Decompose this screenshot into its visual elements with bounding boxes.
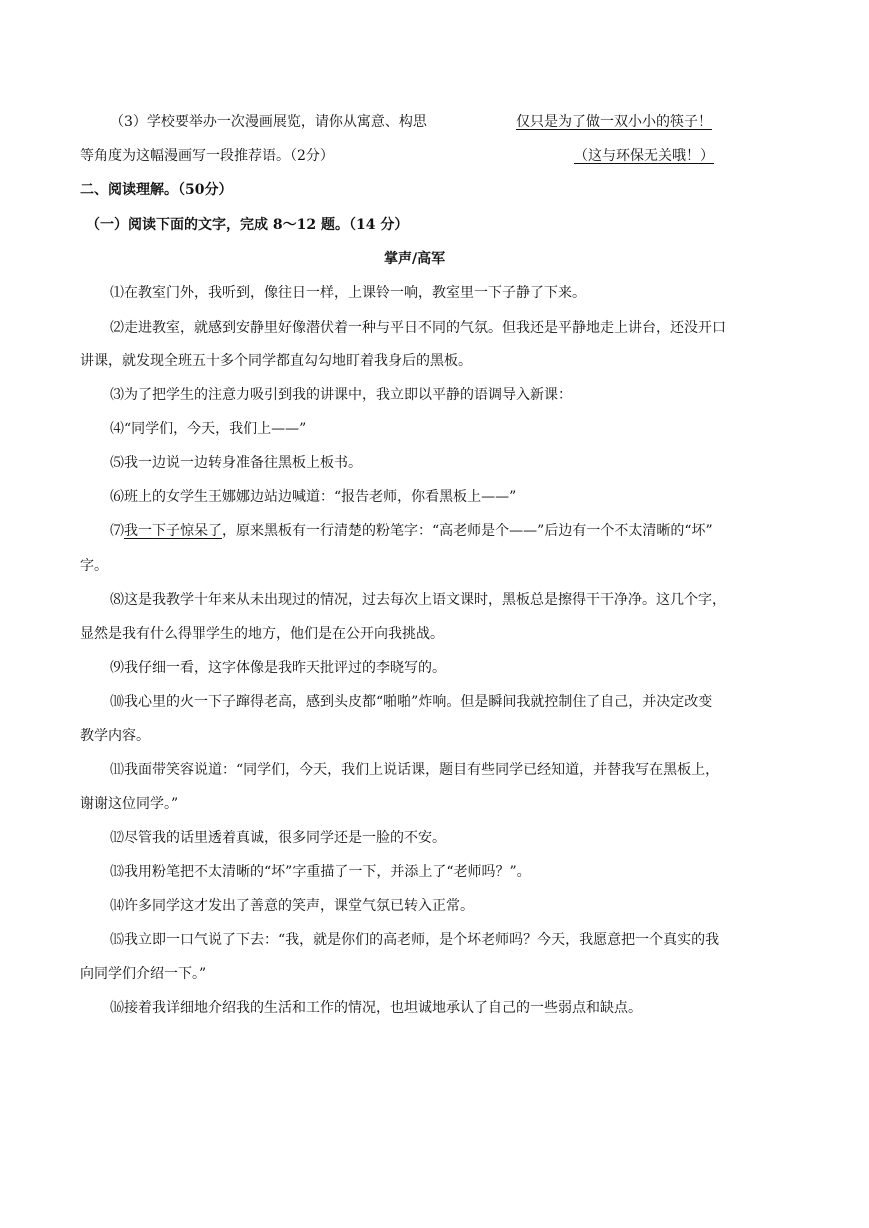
paragraph-2-line1: ⑵走进教室，就感到安静里好像潜伏着一种与平日不同的气氛。但我还是平静地走上讲台，还没开口	[110, 320, 726, 336]
paragraph-11-line1: ⑾我面带笑容说道：“同学们，今天，我们上说话课，题目有些同学已经知道，并替我写在黑板上，	[110, 762, 720, 778]
paragraph-2-line2: 讲课，就发现全班五十多个同学都直勾勾地盯着我身后的黑板。	[80, 353, 472, 369]
paragraph-10-line2: 教学内容。	[80, 728, 150, 744]
paragraph-10-line1: ⑽我心里的火一下子蹿得老高，感到头皮都“啪啪”炸响。但是瞬间我就控制住了自己，并决定改变	[110, 694, 713, 710]
paragraph-7-rest: ，原来黑板有一行清楚的粉笔字：“高老师是个——”后边有一个不太清晰的“坏”	[222, 523, 713, 539]
paragraph-16: ⒃接着我详细地介绍我的生活和工作的情况，也坦诚地承认了自己的一些弱点和缺点。	[110, 1000, 642, 1016]
paragraph-14: ⒁许多同学这才发出了善意的笑声，课堂气氛已转入正常。	[110, 898, 474, 914]
paragraph-15-line1: ⒂我立即一口气说了下去：“我，就是你们的高老师，是个坏老师吗？今天，我愿意把一个真实的我	[110, 932, 720, 948]
paragraph-6: ⑹班上的女学生王娜娜边站边喊道：“报告老师，你看黑板上——”	[110, 489, 517, 505]
paragraph-13: ⒀我用粉笔把不太清晰的“坏”字重描了一下，并添上了“老师吗？”。	[110, 864, 531, 880]
question3-line1: （3）学校要举办一次漫画展览，请你从寓意、构思	[110, 114, 427, 130]
paragraph-1: ⑴在教室门外，我听到，像往日一样，上课铃一响，教室里一下子静了下来。	[110, 285, 586, 301]
paragraph-5: ⑸我一边说一边转身准备往黑板上板书。	[110, 455, 362, 471]
paragraph-8-line2: 显然是我有什么得罪学生的地方，他们是在公开向我挑战。	[80, 626, 444, 642]
paragraph-9: ⑼我仔细一看，这字体像是我昨天批评过的李晓写的。	[110, 660, 446, 676]
paragraph-7-line1	[110, 521, 713, 541]
article-title: 掌声/高军	[384, 251, 446, 267]
cartoon-caption-1: 仅只是为了做一双小小的筷子！	[516, 114, 712, 130]
paragraph-11-line2: 谢谢这位同学。”	[80, 796, 179, 812]
paragraph-7-number: ⑺	[110, 523, 124, 539]
subsection-heading: （一）阅读下面的文字，完成 8～12 题。（14 分）	[86, 217, 409, 233]
paragraph-7-line2: 字。	[80, 558, 108, 574]
cartoon-caption-2: （这与环保无关哦！）	[574, 148, 714, 164]
question3-line2: 等角度为这幅漫画写一段推荐语。（2分）	[80, 148, 334, 164]
paragraph-7-underlined-phrase: 我一下子惊呆了	[124, 523, 222, 539]
paragraph-12: ⑿尽管我的话里透着真诚，很多同学还是一脸的不安。	[110, 830, 446, 846]
paragraph-15-line2: 向同学们介绍一下。”	[80, 966, 207, 982]
paragraph-3: ⑶为了把学生的注意力吸引到我的讲课中，我立即以平静的语调导入新课：	[110, 387, 572, 403]
paragraph-8-line1: ⑻这是我教学十年来从未出现过的情况，过去每次上语文课时，黑板总是擦得干干净净。这几个字，	[110, 592, 726, 608]
paragraph-4: ⑷“同学们，今天，我们上——”	[110, 421, 307, 437]
section-heading: 二、阅读理解。（50分）	[80, 182, 233, 198]
